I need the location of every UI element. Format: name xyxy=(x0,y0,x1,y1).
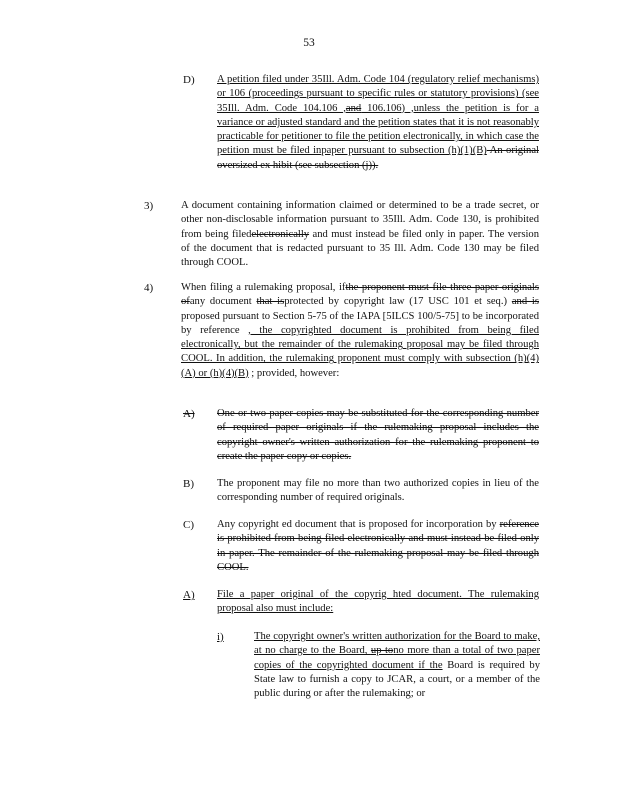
item-label-B: B) xyxy=(183,478,194,490)
text-segment: The copyright owner's written authorization for the Board to make, at no charge to the Board, xyxy=(254,631,540,657)
item-text-A-struck xyxy=(217,407,539,464)
text-segment: Board is required by State law to furnish a copy to JCAR, a court, or a member of the public during or after the rulemaking; or xyxy=(254,659,541,700)
item-text-D xyxy=(217,73,539,173)
item-text-C xyxy=(217,518,539,575)
text-segment: and must instead be filed only in paper. The version of the document that is redacted pursuant to 35 Ill. Adm. Code 130 may be filed through COOL. xyxy=(181,228,539,269)
item-label-3: 3) xyxy=(144,200,154,212)
text-segment: no more than a total of two paper copies of the copyrighted document if the xyxy=(254,645,540,671)
text-segment: and is xyxy=(511,296,539,308)
item-label-i: i) xyxy=(217,631,224,643)
text-segment: Any copyright ed document that is proposed for incorporation by xyxy=(217,519,500,530)
text-segment: 106.106) ,unless the petition is for a variance or adjusted standard and the petition states that it is not reasonably practicable for petitioner to file the petition electronically, in which case the petition must be filed in xyxy=(217,102,539,157)
text-segment: An original oversized ex hibit (see subsection (j)). xyxy=(217,145,539,171)
page-number: 53 xyxy=(303,37,315,49)
item-text-A-new xyxy=(217,588,539,617)
text-segment: When filing a rulemaking proposal, if xyxy=(181,282,346,293)
text-segment: One or two paper copies may be substituted for the corresponding number of required paper originals if the rulemaking proposal includes the copyright owner's written authorization for the rulemaking proponent to create the paper copy or copies. xyxy=(217,408,539,462)
text-segment: A document containing information claimed or determined to be a trade secret, or other non-disclosable information pursuant to 35Ill. Adm. Code 130, is prohibited from being filed xyxy=(181,200,539,240)
item-text-B xyxy=(217,477,539,506)
text-segment: the proponent must file three paper originals of xyxy=(181,282,539,308)
text-segment: that is xyxy=(256,296,285,308)
text-segment: electronically xyxy=(251,228,310,240)
text-segment: A petition filed under 35Ill. Adm. Code 104 (regulatory relief mechanisms) or 106 (proceedings pursuant to specific rules or statutory provisions) (see 35Ill. Adm. Code 104.106 , xyxy=(217,74,539,114)
item-label-A-new: A) xyxy=(183,589,195,601)
text-segment: proposed pursuant to Section 5-75 of the IAPA [5ILCS 100/5-75] to be incorporated by reference xyxy=(181,310,539,336)
text-segment: , the copyrighted document is prohibited from being filed electronically, but the remainder of the rulemaking proposal may be filed through COOL. In addition, the rulemaking proponent must comply with subsection (h)(4)(A) or (h)(4)(B) xyxy=(181,324,540,379)
text-segment: The proponent may file no more than two authorized copies in lieu of the corresponding number of required originals. xyxy=(217,478,539,504)
item-text-i xyxy=(254,630,540,701)
item-text-4 xyxy=(181,281,539,381)
text-segment: ; provided, however: xyxy=(248,367,340,379)
item-label-C: C) xyxy=(183,519,194,531)
text-segment: File a paper original of the copyrig hted document. The rulemaking proposal also must include: xyxy=(217,589,539,615)
text-segment: and xyxy=(345,102,362,114)
item-label-4: 4) xyxy=(144,282,154,294)
text-segment: protected by copyright law (17 USC 101 et seq.) xyxy=(284,296,512,308)
item-text-3 xyxy=(181,199,539,270)
text-segment: any document xyxy=(189,296,257,308)
text-segment: reference is prohibited from being filed electronically and must instead be filed only in paper. The remainder of the rulemaking proposal may be filed through COOL. xyxy=(217,519,539,573)
item-label-D: D) xyxy=(183,74,195,86)
text-segment: paper pursuant to subsection (h)(1)(B) xyxy=(321,145,487,157)
text-segment: up to xyxy=(370,645,394,657)
item-label-A-struck: A) xyxy=(183,408,195,420)
